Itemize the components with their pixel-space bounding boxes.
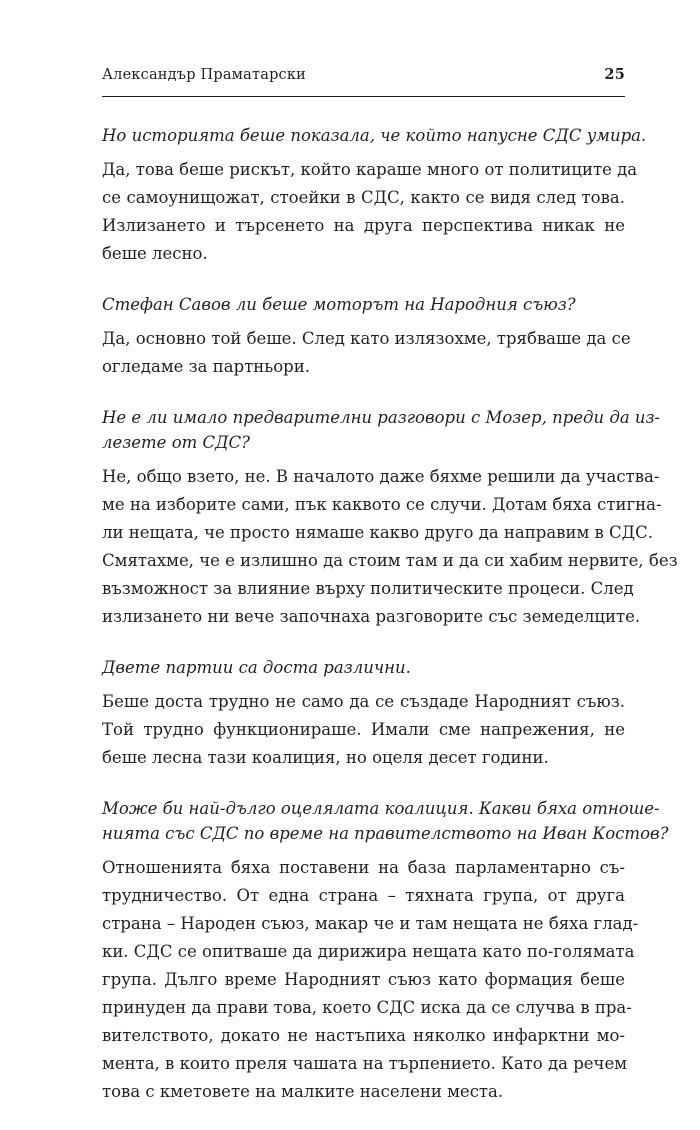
text-line: излизането ни вече започнаха разговорите със земеделците.	[102, 607, 641, 626]
book-page	[102, 66, 678, 1130]
text-line: огледаме за партньори.	[102, 357, 310, 376]
interview-question	[102, 123, 647, 148]
interview-question	[102, 796, 669, 846]
text-line: Да, основно той беше. След като излязохме, трябваше да се	[102, 329, 631, 348]
text-line: се самоунищожат, стоейки в СДС, както се видя след това.	[102, 188, 625, 207]
interview-text	[102, 123, 678, 1106]
qa-block	[102, 123, 647, 268]
interview-answer	[102, 688, 625, 772]
text-line: принуден да прави това, което СДС иска да се случва в пра-	[102, 998, 632, 1017]
text-line: Излизането и търсенето на друга перспектива никак не	[102, 216, 625, 235]
text-line: Не, общо взето, не. В началото даже бяхме решили да участва-	[102, 467, 660, 486]
text-line: Двете партии са доста различни.	[102, 658, 411, 677]
text-line: Беше доста трудно не само да се създаде Народният съюз.	[102, 692, 625, 711]
page-number: 25	[604, 66, 625, 83]
qa-block	[102, 796, 669, 1106]
text-line: страна – Народен съюз, макар че и там нещата не бяха глад-	[102, 914, 639, 933]
qa-block	[102, 655, 625, 772]
running-header	[102, 66, 625, 97]
text-line: Смятахме, че е излишно да стоим там и да си хабим нервите, без	[102, 551, 678, 570]
interview-answer	[102, 325, 631, 381]
text-line: нията със СДС по време на правителството на Иван Костов?	[102, 824, 669, 843]
qa-block	[102, 405, 678, 631]
text-line: лезете от СДС?	[102, 433, 251, 452]
text-line: Да, това беше рискът, който караше много от политиците да	[102, 160, 638, 179]
text-line: трудничество. От една страна – тяхната група, от друга	[102, 886, 625, 905]
header-author: Александър Праматарски	[102, 67, 307, 83]
text-line: беше лесно.	[102, 244, 208, 263]
qa-block	[102, 292, 631, 381]
interview-question	[102, 405, 661, 455]
text-line: група. Дълго време Народният съюз като формация беше	[102, 970, 625, 989]
text-line: Не е ли имало предварителни разговори с Мозер, преди да из-	[102, 408, 661, 427]
interview-question	[102, 655, 625, 680]
text-line: Но историята беше показала, че който напусне СДС умира.	[102, 126, 647, 145]
text-line: вителството, докато не настъпиха няколко инфарктни мо-	[102, 1026, 625, 1045]
text-line: Той трудно функционираше. Имали сме напрежения, не	[102, 720, 625, 739]
text-line: възможност за влияние върху политическите процеси. След	[102, 579, 634, 598]
interview-question	[102, 292, 625, 317]
text-line: ки. СДС се опитваше да дирижира нещата като по-голямата	[102, 942, 635, 961]
text-line: мента, в които преля чашата на търпението. Като да речем	[102, 1054, 628, 1073]
text-line: Може би най-дълго оцелялата коалиция. Какви бяха отноше-	[102, 799, 660, 818]
interview-answer	[102, 854, 639, 1106]
interview-answer	[102, 156, 638, 268]
text-line: Стефан Савов ли беше моторът на Народния съюз?	[102, 295, 576, 314]
text-line: това с кметовете на малките населени места.	[102, 1082, 504, 1101]
text-line: ме на изборите сами, пък каквото се случи. Дотам бяха стигна-	[102, 495, 662, 514]
interview-answer	[102, 463, 678, 631]
text-line: Отношенията бяха поставени на база парламентарно съ-	[102, 858, 625, 877]
text-line: беше лесна тази коалиция, но оцеля десет години.	[102, 748, 549, 767]
text-line: ли нещата, че просто нямаше какво друго да направим в СДС.	[102, 523, 653, 542]
